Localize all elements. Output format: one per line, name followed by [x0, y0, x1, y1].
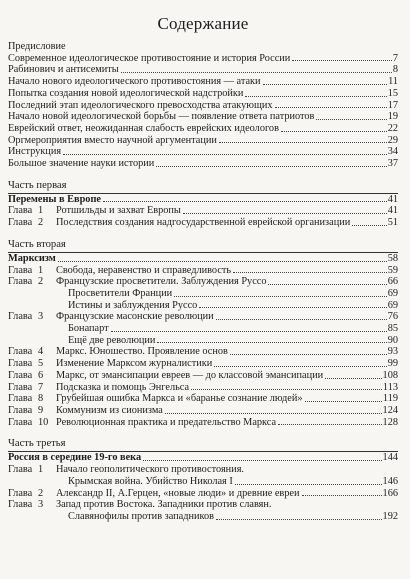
- entry-title: Попытка создания новой идеологической надстройки: [8, 87, 244, 99]
- page-number: 17: [387, 99, 398, 111]
- dot-leader: [199, 307, 386, 308]
- toc-entry: [8, 64, 398, 76]
- dot-leader: [281, 131, 387, 132]
- entry-title: Предисловие: [8, 41, 66, 52]
- chapter-word: Глава: [8, 205, 33, 217]
- page-number: 90: [387, 334, 398, 346]
- entry-title: Еврейский ответ, неожиданная слабость еврейских идеологов: [8, 122, 279, 134]
- section-heading: [8, 253, 398, 265]
- chapter-number: 1: [38, 464, 44, 476]
- page-number: 192: [382, 510, 398, 522]
- continuation-entry: [8, 476, 398, 488]
- entry-title: Ещё две революции: [68, 334, 156, 346]
- entry-title: Оргмероприятия вместо научной аргументации: [8, 134, 217, 146]
- chapter-word: Глава: [8, 464, 33, 476]
- chapter-number: 2: [38, 217, 44, 229]
- toc-entry: [8, 158, 398, 170]
- page-number: 69: [387, 287, 398, 299]
- chapter-number: 10: [38, 416, 49, 428]
- entry-title: Французские масонские революции: [56, 311, 214, 323]
- dot-leader: [302, 495, 382, 496]
- page-number: 66: [387, 276, 398, 288]
- subsection-entry: [8, 335, 398, 347]
- page-number: 34: [387, 146, 398, 158]
- continuation-entry: [8, 511, 398, 523]
- chapter-number: 2: [38, 276, 44, 288]
- dot-leader: [325, 378, 381, 379]
- page-number: 93: [387, 346, 398, 358]
- dot-leader: [121, 72, 392, 73]
- entry-title: Грубейшая ошибка Маркса и «баранье сознание людей»: [56, 393, 303, 405]
- intro-list: [8, 41, 398, 170]
- dot-leader: [216, 519, 382, 520]
- dot-leader: [275, 107, 387, 108]
- section-heading: [8, 452, 398, 464]
- dot-leader: [305, 401, 382, 402]
- chapter-entry: [8, 370, 398, 382]
- toc-entry: [8, 146, 398, 158]
- page-number: 58: [387, 252, 398, 264]
- dot-leader: [352, 225, 386, 226]
- chapter-word: Глава: [8, 276, 33, 288]
- chapter-number: 3: [38, 499, 44, 511]
- entry-title: Французские просветители. Заблуждения Руссо: [56, 276, 267, 288]
- page-number: 41: [387, 193, 398, 205]
- chapter-word: Глава: [8, 311, 33, 323]
- entry-title: Большое значение науки истории: [8, 158, 155, 170]
- toc-entry: [8, 76, 398, 88]
- part-heading: Часть третья: [8, 438, 398, 452]
- chapter-word: Глава: [8, 393, 33, 405]
- toc-entry: [8, 135, 398, 147]
- entry-title: Перемены в Европе: [8, 193, 101, 205]
- dot-leader: [230, 354, 387, 355]
- page-number: 99: [387, 358, 398, 370]
- dot-leader: [245, 96, 386, 97]
- entry-title: Просветители Франции: [68, 287, 173, 299]
- dot-leader: [216, 319, 387, 320]
- page-number: 146: [382, 475, 398, 487]
- part-heading: Часть вторая: [8, 239, 398, 253]
- dot-leader: [263, 84, 388, 85]
- entry-title: Изменение Марксом журналистики: [56, 358, 213, 370]
- dot-leader: [191, 389, 382, 390]
- subsection-entry: [8, 288, 398, 300]
- chapter-word: Глава: [8, 358, 33, 370]
- page-number: 59: [387, 264, 398, 276]
- page-title: Содержание: [157, 14, 249, 33]
- chapter-number: 7: [38, 381, 44, 393]
- page-number: 7: [392, 52, 398, 64]
- subsection-entry: [8, 323, 398, 335]
- toc-entry: [8, 53, 398, 65]
- entry-title: Подсказка и помощь Энгельса: [56, 381, 190, 393]
- entry-title: Современное идеологическое противостояние и история России: [8, 52, 291, 64]
- chapter-word: Глава: [8, 369, 33, 381]
- chapter-entry: [8, 382, 398, 394]
- page-number: 119: [382, 393, 398, 405]
- dot-leader: [63, 154, 387, 155]
- chapter-entry: [8, 265, 398, 277]
- dot-leader: [103, 201, 387, 202]
- entry-title: Начало новой идеологической борьбы — появление ответа патриотов: [8, 111, 315, 123]
- page-number: 11: [388, 76, 398, 88]
- page-number: 41: [387, 205, 398, 217]
- chapter-word: Глава: [8, 404, 33, 416]
- page-number: 128: [382, 416, 398, 428]
- page-number: 15: [387, 87, 398, 99]
- dot-leader: [58, 261, 387, 262]
- chapter-number: 6: [38, 369, 44, 381]
- page-number: 113: [382, 381, 398, 393]
- toc-entry: [8, 41, 398, 53]
- chapter-number: 4: [38, 346, 44, 358]
- entry-title: Александр II, А.Герцен, «новые люди» и древние евреи: [56, 487, 300, 499]
- entry-title: Начало геополитического противостояния.: [56, 464, 245, 476]
- entry-title: Бонапарт: [68, 323, 109, 335]
- page-number: 29: [387, 134, 398, 146]
- page-number: 37: [387, 158, 398, 170]
- chapter-entry: [8, 311, 398, 323]
- chapter-entry: [8, 393, 398, 405]
- chapter-entry: [8, 346, 398, 358]
- dot-leader: [214, 366, 386, 367]
- entry-title: Запад против Востока. Западники против славян.: [56, 499, 272, 511]
- page-number: 22: [387, 122, 398, 134]
- toc-entry: [8, 88, 398, 100]
- chapter-word: Глава: [8, 346, 33, 358]
- chapter-entry: [8, 499, 398, 511]
- part-heading: Часть первая: [8, 180, 398, 194]
- chapter-number: 8: [38, 393, 44, 405]
- chapter-entry: [8, 276, 398, 288]
- dot-leader: [157, 342, 386, 343]
- chapter-word: Глава: [8, 499, 33, 511]
- entry-title: Последствия создания надгосударственной еврейской организации: [56, 217, 351, 229]
- dot-leader: [165, 413, 382, 414]
- entry-title: Славянофилы против западников: [68, 510, 214, 522]
- toc-entry: [8, 100, 398, 112]
- entry-title: Истины и заблуждения Руссо: [68, 299, 198, 311]
- toc-entry: [8, 123, 398, 135]
- page-number: 85: [387, 323, 398, 335]
- page-number: 76: [387, 311, 398, 323]
- chapter-word: Глава: [8, 217, 33, 229]
- page-number: 69: [387, 299, 398, 311]
- section-heading: [8, 194, 398, 206]
- chapter-word: Глава: [8, 487, 33, 499]
- page-number: 108: [382, 369, 398, 381]
- chapter-entry: [8, 464, 398, 476]
- entry-title: Коммунизм из сионизма: [56, 404, 163, 416]
- chapter-entry: [8, 358, 398, 370]
- entry-title: Рабинович и антисемиты: [8, 64, 119, 76]
- chapter-word: Глава: [8, 416, 33, 428]
- entry-title: Ротшильды и захват Европы: [56, 205, 181, 217]
- dot-leader: [268, 284, 386, 285]
- chapter-entry: [8, 488, 398, 500]
- page-number: 19: [387, 111, 398, 123]
- parts-container: [8, 180, 398, 523]
- page-number: 166: [382, 487, 398, 499]
- entry-title: Последний этап идеологического превосходства атакующих: [8, 99, 273, 111]
- entry-title: Маркс, от эмансипации евреев — до классовой эмансипации: [56, 369, 324, 381]
- entry-title: Маркс. Юношество. Проявление основ: [56, 346, 228, 358]
- chapter-entry: [8, 217, 398, 229]
- entry-title: Инструкция: [8, 146, 62, 158]
- dot-leader: [156, 166, 386, 167]
- chapter-number: 1: [38, 205, 44, 217]
- dot-leader: [235, 484, 382, 485]
- chapter-number: 3: [38, 311, 44, 323]
- entry-title: Россия в середине 19-го века: [8, 452, 142, 464]
- chapter-number: 5: [38, 358, 44, 370]
- dot-leader: [316, 119, 386, 120]
- dot-leader: [183, 213, 387, 214]
- dot-leader: [219, 142, 387, 143]
- dot-leader: [292, 60, 392, 61]
- toc-entry: [8, 111, 398, 123]
- dot-leader: [143, 460, 381, 461]
- chapter-number: 2: [38, 487, 44, 499]
- dot-leader: [111, 331, 387, 332]
- chapter-number: 9: [38, 404, 44, 416]
- page-number: 124: [382, 404, 398, 416]
- subsection-entry: [8, 300, 398, 312]
- dot-leader: [174, 296, 387, 297]
- page-number: 144: [382, 452, 398, 464]
- entry-title: Свобода, неравенство и справедливость: [56, 264, 232, 276]
- entry-title: Революционная практика и предательство Маркса: [56, 416, 277, 428]
- entry-title: Начало нового идеологического противостояния — атаки: [8, 76, 261, 88]
- chapter-word: Глава: [8, 264, 33, 276]
- entry-title: Марксизм: [8, 252, 56, 264]
- chapter-entry: [8, 417, 398, 429]
- page-number: 8: [392, 64, 398, 76]
- page-number: 51: [387, 217, 398, 229]
- dot-leader: [278, 424, 381, 425]
- entry-title: Крымская война. Убийство Николая I: [68, 475, 233, 487]
- chapter-number: 1: [38, 264, 44, 276]
- chapter-entry: [8, 205, 398, 217]
- dot-leader: [233, 272, 387, 273]
- chapter-entry: [8, 405, 398, 417]
- chapter-word: Глава: [8, 381, 33, 393]
